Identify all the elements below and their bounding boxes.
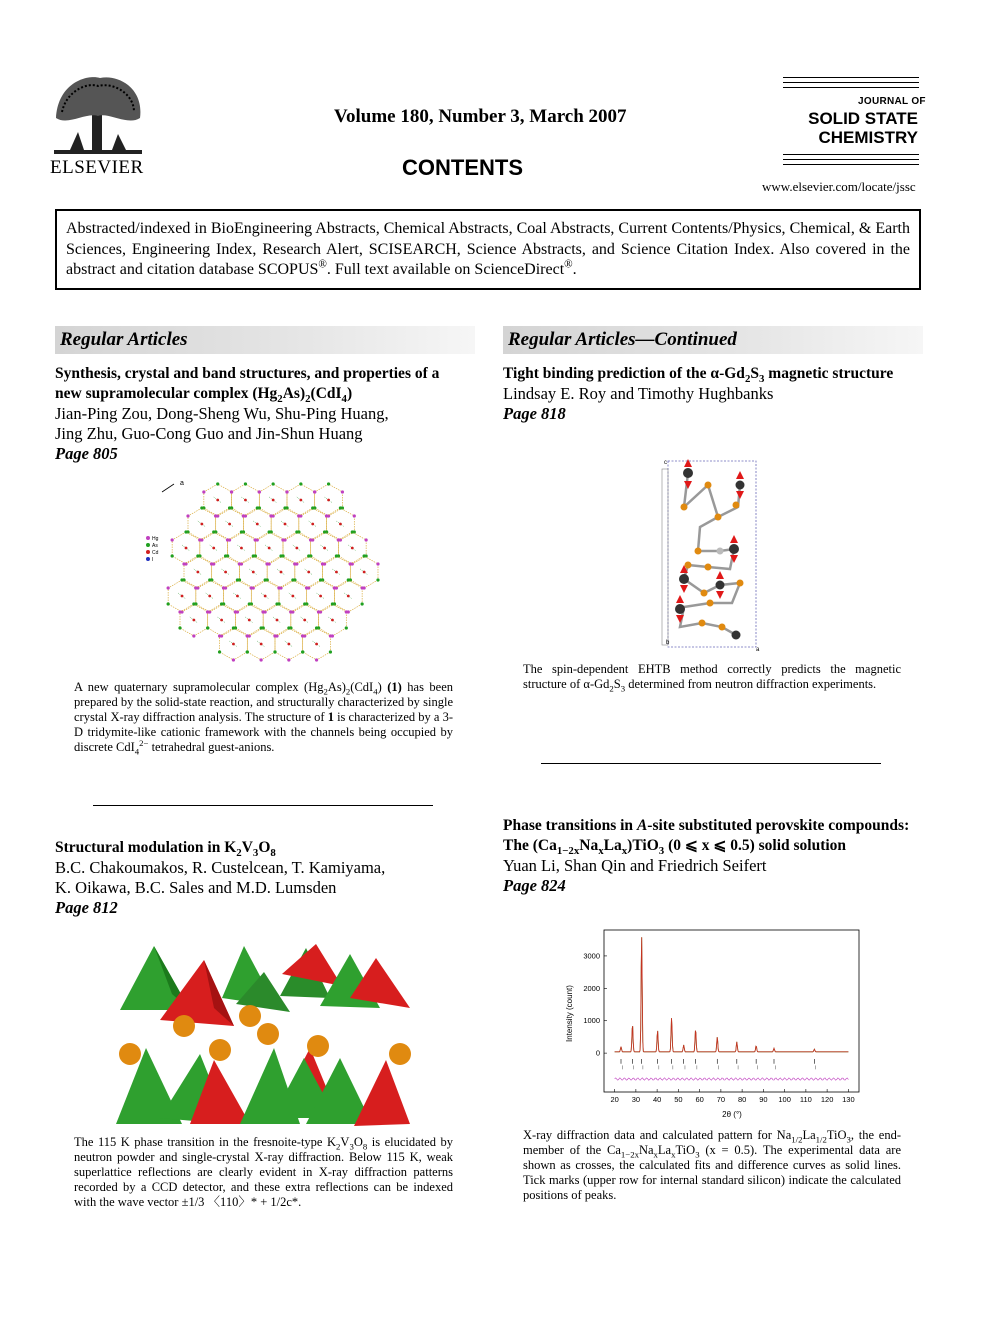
network-atom	[363, 554, 366, 557]
network-guest	[280, 571, 283, 574]
network-atom	[210, 562, 213, 565]
network-guest	[268, 547, 271, 550]
journal-rule	[783, 87, 919, 88]
network-guest	[284, 523, 287, 526]
network-atom	[268, 530, 271, 533]
article-abstract: X-ray diffraction data and calculated pattern for $Na_{1/2}La_{1/2}TiO_3$, the end-member of the $Ca_{1-2x}Na_xLa_xTiO_3$ (x = 0.5). The experimental data are shown as crosses, the calculated fits and difference curves as solid lines. Tick marks (upper row for internal standard silicon) indicate the calculated positions of peaks.	[523, 1128, 901, 1202]
network-atom	[180, 578, 183, 581]
network-atom	[202, 490, 205, 493]
network-atom	[301, 650, 304, 653]
journal-url[interactable]: www.elsevier.com/locate/jssc	[762, 179, 916, 194]
network-atom	[186, 514, 189, 517]
network-atom	[351, 530, 354, 533]
network-atom	[214, 514, 217, 517]
network-atom	[337, 538, 340, 541]
network-guest	[220, 619, 223, 622]
network-guest	[327, 499, 330, 502]
volume-line: Volume 180, Number 3, March 2007	[334, 106, 627, 127]
network-atom	[228, 506, 231, 509]
network-atom	[311, 506, 314, 509]
publisher-name: ELSEVIER	[50, 157, 144, 178]
network-atom	[254, 538, 257, 541]
network-atom	[270, 514, 273, 517]
network-guest	[192, 619, 195, 622]
network-atom	[256, 506, 259, 509]
difference-curve	[615, 1078, 849, 1080]
article-824	[503, 816, 913, 896]
network-atom	[281, 538, 284, 541]
network-guest	[351, 547, 354, 550]
x-tick-label: 40	[652, 1095, 662, 1104]
network-atom	[365, 538, 368, 541]
network-atom	[345, 610, 348, 613]
network-atom	[325, 514, 328, 517]
network-guest	[200, 523, 203, 526]
network-atom	[347, 578, 350, 581]
article-812	[55, 838, 465, 918]
x-tick-label: 70	[716, 1095, 726, 1104]
magnetic-structure-figure	[660, 455, 766, 653]
network-atom	[287, 658, 290, 661]
legend-label: Hg	[152, 536, 159, 542]
network-atom	[361, 602, 364, 605]
network-guest	[224, 571, 227, 574]
article-authors: Lindsay E. Roy and Timothy Hughbanks	[503, 384, 774, 403]
network-guest	[216, 499, 219, 502]
network-atom	[171, 554, 174, 557]
y-tick-label: 2000	[583, 983, 600, 993]
y-tick-label: 1000	[583, 1016, 600, 1026]
network-atom	[194, 586, 197, 589]
network-atom	[287, 626, 290, 629]
article-authors: B.C. Chakoumakos, R. Custelcean, T. Kamiyama, K. Oikawa, B.C. Sales and M.D. Lumsden	[55, 858, 386, 897]
network-atom	[167, 602, 170, 605]
network-atom	[206, 610, 209, 613]
network-atom	[178, 626, 181, 629]
network-guest	[331, 619, 334, 622]
network-guest	[347, 595, 350, 598]
network-atom	[266, 562, 269, 565]
section-header-right: Regular Articles—Continued	[503, 326, 923, 354]
article-page[interactable]: Page 805	[55, 444, 118, 463]
network-atom	[246, 634, 249, 637]
legend-marker	[146, 557, 150, 561]
network-atom	[291, 578, 294, 581]
network-atom	[234, 610, 237, 613]
network-atom	[252, 554, 255, 557]
network-guest	[181, 595, 184, 598]
page-title: CONTENTS	[402, 155, 523, 180]
network-guest	[260, 643, 263, 646]
axis-label: b	[666, 640, 670, 646]
network-guest	[339, 523, 342, 526]
network-atom	[248, 602, 251, 605]
network-atom	[376, 562, 379, 565]
network-atom	[224, 554, 227, 557]
network-atom	[242, 514, 245, 517]
article-page[interactable]: Page 812	[55, 898, 118, 917]
article-page[interactable]: Page 824	[503, 876, 566, 895]
journal-rule	[783, 159, 919, 160]
x-tick-label: 130	[842, 1095, 855, 1104]
x-tick-label: 30	[631, 1095, 641, 1104]
network-atom	[220, 602, 223, 605]
network-atom	[226, 538, 229, 541]
network-atom	[283, 506, 286, 509]
article-title[interactable]: Tight binding prediction of the $\alpha-Gd_2S_3$ magnetic structure	[503, 365, 894, 386]
network-atom	[206, 626, 209, 629]
network-atom	[192, 602, 195, 605]
network-guest	[299, 499, 302, 502]
network-atom	[345, 626, 348, 629]
legend-label: As	[152, 543, 158, 549]
network-atom	[303, 602, 306, 605]
network-atom	[216, 482, 219, 485]
network-atom	[184, 530, 187, 533]
network-guest	[363, 571, 366, 574]
article-title[interactable]: Structural modulation in $K_2V_3O_8$	[55, 839, 276, 860]
network-guest	[256, 523, 259, 526]
network-atom	[258, 490, 261, 493]
network-atom	[315, 658, 318, 661]
network-atom	[208, 578, 211, 581]
y-tick-label: 3000	[583, 951, 600, 961]
observed-series	[615, 937, 849, 1052]
article-805	[55, 364, 465, 464]
network-atom	[333, 586, 336, 589]
network-guest	[252, 571, 255, 574]
network-atom	[335, 554, 338, 557]
network-atom	[218, 634, 221, 637]
journal-of-label: JOURNAL OF	[858, 96, 926, 107]
network-atom	[327, 482, 330, 485]
article-divider	[93, 805, 433, 806]
network-atom	[319, 578, 322, 581]
network-guest	[315, 643, 318, 646]
journal-rule	[783, 164, 919, 165]
network-atom	[361, 586, 364, 589]
network-atom	[262, 610, 265, 613]
x-tick-label: 60	[695, 1095, 704, 1104]
journal-name: SOLID STATE CHEMISTRY	[808, 109, 918, 147]
network-guest	[208, 595, 211, 598]
network-atom	[317, 610, 320, 613]
axis-label: a	[756, 647, 760, 653]
network-guest	[264, 595, 267, 598]
journal-rule	[783, 77, 919, 78]
network-atom	[182, 562, 185, 565]
x-tick-label: 120	[820, 1095, 834, 1104]
legend-marker	[146, 536, 150, 540]
network-atom	[200, 506, 203, 509]
network-atom	[293, 562, 296, 565]
network-guest	[212, 547, 215, 550]
legend-label: I	[152, 557, 154, 563]
article-authors: Yuan Li, Shan Qin and Friedrich Seifert	[503, 856, 767, 875]
x-tick-label: 100	[778, 1095, 791, 1104]
network-guest	[319, 595, 322, 598]
article-divider	[541, 763, 881, 764]
network-atom	[273, 650, 276, 653]
network-atom	[295, 530, 298, 533]
network-atom	[171, 538, 174, 541]
journal-rule	[783, 82, 919, 83]
article-title[interactable]: Synthesis, crystal and band structures, and properties of a new supramolecular complex $(Hg_2As)_2(CdI_4)$	[55, 365, 440, 406]
article-abstract: The 115 K phase transition in the fresnoite-type $K_2V_3O_8$ is elucidated by neutron powder and single-crystal X-ray diffraction. Below 115 K, weak superlattice reflections are clearly evident in X-ray diffraction patterns recorded by a CCD detector, and these extra reflections can be indexed with the wave vector ±1/3 〈110〉* + 1/2c*.	[74, 1135, 453, 1209]
network-atom	[236, 578, 239, 581]
network-atom	[349, 562, 352, 565]
y-tick-label: 0	[595, 1048, 600, 1058]
network-atom	[244, 482, 247, 485]
crystal-network-figure	[140, 470, 400, 670]
article-title[interactable]: Phase transitions in A-site substituted perovskite compounds: The $(Ca_{1-2x}Na_xLa_x)TiO_3$ (0 ⩽ x ⩽ 0.5) solid solution	[503, 817, 910, 858]
article-abstract: The spin-dependent EHTB method correctly predicts the magnetic structure of $\alpha-Gd_2S_3$ determined from neutron diffraction experiments.	[523, 662, 901, 694]
network-atom	[198, 538, 201, 541]
network-atom	[178, 610, 181, 613]
xrd-chart	[560, 924, 870, 1124]
network-atom	[331, 602, 334, 605]
network-guest	[272, 499, 275, 502]
network-atom	[309, 538, 312, 541]
network-guest	[236, 595, 239, 598]
network-atom	[305, 586, 308, 589]
network-atom	[315, 626, 318, 629]
network-atom	[232, 658, 235, 661]
legend-marker	[146, 550, 150, 554]
network-guest	[307, 571, 310, 574]
x-tick-label: 20	[610, 1095, 619, 1104]
network-guest	[196, 571, 199, 574]
network-atom	[167, 586, 170, 589]
article-page[interactable]: Page 818	[503, 404, 566, 423]
network-atom	[279, 554, 282, 557]
legend-label: Cd	[152, 550, 159, 556]
network-atom	[264, 578, 267, 581]
network-atom	[323, 530, 326, 533]
network-atom	[222, 586, 225, 589]
article-818	[503, 364, 913, 424]
network-guest	[287, 643, 290, 646]
network-atom	[299, 482, 302, 485]
network-guest	[244, 499, 247, 502]
network-atom	[329, 634, 332, 637]
network-atom	[376, 578, 379, 581]
x-tick-label: 50	[674, 1095, 683, 1104]
network-atom	[277, 586, 280, 589]
network-guest	[276, 619, 279, 622]
x-axis-label: 2θ (°)	[722, 1110, 742, 1119]
legend-marker	[146, 543, 150, 547]
network-atom	[246, 650, 249, 653]
polyhedra-figure	[110, 928, 420, 1128]
network-atom	[238, 562, 241, 565]
network-atom	[313, 490, 316, 493]
network-guest	[185, 547, 188, 550]
y-axis-label: Intensity (count)	[565, 985, 574, 1042]
network-atom	[339, 506, 342, 509]
x-tick-label: 90	[759, 1095, 768, 1104]
network-guest	[323, 547, 326, 550]
network-atom	[329, 650, 332, 653]
network-atom	[240, 530, 243, 533]
network-atom	[232, 626, 235, 629]
network-guest	[240, 547, 243, 550]
network-atom	[275, 602, 278, 605]
network-atom	[301, 634, 304, 637]
article-abstract: A new quaternary supramolecular complex $(Hg_2As)_2(CdI_4)$ (1) has been prepared by the solid-state reaction, and structurally characterized by single crystal X-ray diffraction analysis. The structure of 1 is characterized by a 3-D tridymite-like cationic framework with the channels being occupied by discrete CdI$_4^{2-}$ tetrahedral guest-anions.	[74, 680, 454, 757]
article-authors: Jian-Ping Zou, Dong-Sheng Wu, Shu-Ping Huang, Jing Zhu, Guo-Cong Guo and Jin-Shun Huang	[55, 404, 389, 443]
network-guest	[232, 643, 235, 646]
network-guest	[311, 523, 314, 526]
axis-label: a	[180, 480, 184, 487]
network-guest	[335, 571, 338, 574]
network-guest	[303, 619, 306, 622]
network-atom	[285, 490, 288, 493]
x-tick-label: 110	[799, 1095, 812, 1104]
network-atom	[260, 658, 263, 661]
network-guest	[228, 523, 231, 526]
network-guest	[291, 595, 294, 598]
indexing-box: Abstracted/indexed in BioEngineering Abstracts, Chemical Abstracts, Coal Abstracts, Current Contents/Physics, Chemical, & Earth Sciences, Engineering Index, Research Alert, SCISEARCH, Science Abstracts, and Science Citation Index. Also covered in the abstract and citation database SCOPUS®. Full text available on ScienceDirect®.	[55, 209, 921, 290]
network-atom	[230, 490, 233, 493]
network-atom	[250, 586, 253, 589]
axis-label: c	[664, 460, 667, 466]
network-atom	[307, 554, 310, 557]
network-atom	[212, 530, 215, 533]
network-atom	[297, 514, 300, 517]
x-tick-label: 80	[737, 1095, 747, 1104]
network-atom	[273, 634, 276, 637]
network-atom	[260, 626, 263, 629]
network-atom	[192, 634, 195, 637]
network-atom	[341, 490, 344, 493]
journal-rule	[783, 154, 919, 155]
network-atom	[321, 562, 324, 565]
section-header-left: Regular Articles	[55, 326, 475, 354]
calculated-series	[615, 937, 849, 1052]
network-guest	[295, 547, 298, 550]
network-atom	[353, 514, 356, 517]
network-guest	[248, 619, 251, 622]
network-atom	[272, 482, 275, 485]
network-atom	[289, 610, 292, 613]
network-atom	[218, 650, 221, 653]
network-atom	[196, 554, 199, 557]
